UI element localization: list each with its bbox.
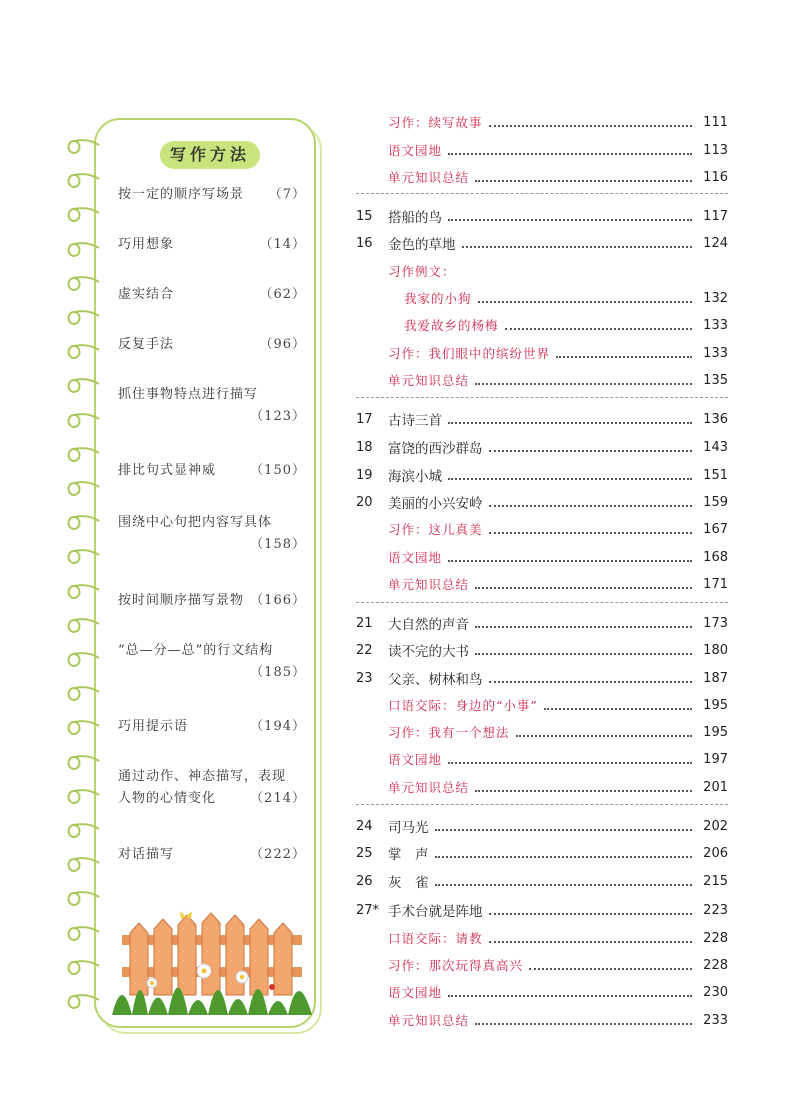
toc-page-number: 143: [703, 439, 728, 455]
toc-lesson-number: 24: [356, 818, 373, 834]
binder-ring-icon: [66, 583, 102, 601]
fence-illustration: [112, 905, 312, 1015]
writing-method-item: [118, 284, 306, 306]
method-title: 排比句式显神威: [118, 463, 217, 478]
toc-entry[interactable]: [356, 843, 728, 863]
toc-title: 古诗三首: [388, 413, 442, 429]
method-title: 按时间顺序描写景物: [118, 593, 245, 608]
method-page: （158）: [250, 537, 306, 552]
toc-lesson-number: 21: [356, 615, 373, 631]
toc-title: 搭船的鸟: [388, 210, 442, 226]
toc-entry[interactable]: [356, 343, 728, 363]
toc-entry[interactable]: [356, 112, 728, 132]
toc-lesson-number: 19: [356, 467, 373, 483]
toc-leader-dots: [435, 829, 693, 831]
toc-title: 语文园地: [388, 143, 443, 158]
toc-leader-dots: [489, 681, 693, 683]
binder-ring-icon: [66, 172, 102, 190]
toc-lesson-number: 25: [356, 845, 373, 861]
writing-method-item: [118, 184, 306, 206]
writing-method-item: [118, 460, 306, 482]
toc-page-number: 233: [703, 1012, 728, 1028]
toc-page-number: 136: [703, 411, 728, 427]
toc-entry[interactable]: [356, 315, 728, 335]
toc-entry[interactable]: [356, 613, 728, 633]
toc-leader-dots: [448, 219, 692, 221]
method-page: （150）: [250, 463, 306, 478]
binder-ring-icon: [66, 480, 102, 498]
toc-leader-dots: [475, 1023, 692, 1025]
toc-title: 美丽的小兴安岭: [388, 496, 483, 512]
method-title: 对话描写: [118, 847, 175, 862]
toc-leader-dots: [435, 884, 693, 886]
binder-ring-icon: [66, 548, 102, 566]
toc-page-number: 215: [703, 873, 728, 889]
binder-ring-icon: [66, 377, 102, 395]
toc-leader-dots: [448, 560, 692, 562]
toc-page-number: 168: [703, 549, 728, 565]
toc-entry[interactable]: [356, 437, 728, 457]
toc-page-number: 124: [703, 235, 728, 251]
writing-method-item: [118, 590, 306, 612]
toc-page-number: 230: [703, 984, 728, 1000]
binder-ring-icon: [66, 685, 102, 703]
toc-title: 海滨小城: [388, 469, 442, 485]
binder-ring-icon: [66, 514, 102, 532]
toc-entry[interactable]: [356, 574, 728, 594]
toc-entry[interactable]: [356, 465, 728, 485]
toc-leader-dots: [516, 735, 692, 737]
method-title: 通过动作、神态描写，表现: [118, 769, 287, 784]
toc-title: 大自然的声音: [388, 617, 469, 633]
toc-title: 手术台就是阵地: [388, 904, 483, 920]
toc-leader-dots: [435, 856, 693, 858]
toc-entry[interactable]: [356, 900, 728, 920]
toc-leader-dots: [489, 125, 692, 127]
toc-title: 习作：续写故事: [388, 115, 483, 130]
toc-page-number: 133: [703, 317, 728, 333]
toc-page-number: 167: [703, 521, 728, 537]
toc-title: 口语交际：身边的“小事”: [388, 698, 538, 713]
toc-title: 语文园地: [388, 550, 443, 565]
toc-title: 单元知识总结: [388, 1013, 470, 1028]
toc-entry[interactable]: [356, 955, 728, 975]
toc-leader-dots: [462, 246, 693, 248]
writing-method-item: [118, 334, 306, 356]
toc-page-number: 116: [703, 169, 728, 185]
section-divider: [356, 804, 728, 805]
toc-entry[interactable]: [356, 261, 728, 281]
writing-method-item: [118, 512, 306, 556]
method-title: “总—分—总”的行文结构: [118, 643, 274, 658]
binder-ring-icon: [66, 754, 102, 772]
writing-method-item: [118, 716, 306, 738]
method-title: 抓住事物特点进行描写: [118, 387, 259, 402]
toc-page-number: 159: [703, 494, 728, 510]
binder-ring-icon: [66, 309, 102, 327]
method-page: （14）: [259, 237, 306, 252]
binder-ring-icon: [66, 959, 102, 977]
toc-title: 习作：那次玩得真高兴: [388, 958, 524, 973]
method-page: （166）: [250, 593, 306, 608]
binder-ring-icon: [66, 651, 102, 669]
toc-entry[interactable]: [356, 816, 728, 836]
toc-page-number: 111: [703, 114, 728, 130]
toc-title: 我爱故乡的杨梅: [404, 318, 499, 333]
toc-entry[interactable]: [356, 1010, 728, 1030]
toc-page-number: 187: [703, 670, 728, 686]
writing-method-item: [118, 640, 306, 684]
toc-page-number: 206: [703, 845, 728, 861]
binder-ring-icon: [66, 788, 102, 806]
toc-page-number: 117: [703, 208, 728, 224]
toc-entry[interactable]: [356, 519, 728, 539]
toc-leader-dots: [489, 941, 692, 943]
toc-title: 父亲、树林和鸟: [388, 672, 483, 688]
toc-leader-dots: [489, 450, 693, 452]
toc-leader-dots: [529, 968, 692, 970]
binder-ring-icon: [66, 993, 102, 1011]
method-page: （185）: [250, 665, 306, 680]
toc-title: 语文园地: [388, 985, 443, 1000]
toc-page-number: 133: [703, 345, 728, 361]
toc-lesson-number: 17: [356, 411, 373, 427]
toc-lesson-number: 22: [356, 642, 373, 658]
binder-ring-icon: [66, 446, 102, 464]
toc-leader-dots: [448, 422, 692, 424]
method-title: 按一定的顺序写场景: [118, 187, 245, 202]
binder-ring-icon: [66, 412, 102, 430]
toc-lesson-number: 18: [356, 439, 373, 455]
binder-ring-icon: [66, 206, 102, 224]
method-page: （123）: [250, 409, 306, 424]
toc-entry[interactable]: [356, 777, 728, 797]
toc-title: 灰 雀: [388, 875, 429, 891]
toc-page-number: 195: [703, 724, 728, 740]
binder-ring-icon: [66, 822, 102, 840]
method-title: 虚实结合: [118, 287, 175, 302]
toc-leader-dots: [556, 356, 692, 358]
toc-leader-dots: [489, 913, 693, 915]
toc-page-number: 135: [703, 372, 728, 388]
toc-leader-dots: [448, 153, 692, 155]
binder-ring-icon: [66, 925, 102, 943]
toc-entry[interactable]: [356, 871, 728, 891]
toc-leader-dots: [475, 383, 692, 385]
writing-method-item: [118, 384, 306, 428]
toc-leader-dots: [448, 478, 692, 480]
toc-page-number: 197: [703, 751, 728, 767]
binder-ring-icon: [66, 138, 102, 156]
toc-page-number: 228: [703, 930, 728, 946]
section-divider: [356, 397, 728, 398]
toc-leader-dots: [475, 790, 692, 792]
toc-page-number: 113: [703, 142, 728, 158]
toc-title: 习作例文：: [388, 264, 456, 279]
toc-title: 掌 声: [388, 847, 429, 863]
toc-entry[interactable]: [356, 749, 728, 769]
toc-title: 富饶的西沙群岛: [388, 441, 483, 457]
toc-leader-dots: [475, 180, 692, 182]
toc-page-number: 202: [703, 818, 728, 834]
writing-method-item: [118, 844, 306, 866]
toc-entry[interactable]: [356, 982, 728, 1002]
toc-entry[interactable]: [356, 640, 728, 660]
toc-lesson-number: 23: [356, 670, 373, 686]
toc-entry[interactable]: [356, 695, 728, 715]
toc-lesson-number: 20: [356, 494, 373, 510]
methods-title: 写作方法: [160, 141, 260, 169]
section-divider: [356, 193, 728, 194]
toc-entry[interactable]: [356, 409, 728, 429]
toc-entry[interactable]: [356, 492, 728, 512]
toc-entry[interactable]: [356, 547, 728, 567]
toc-leader-dots: [448, 762, 692, 764]
toc-title: 口语交际：请教: [388, 931, 483, 946]
toc-lesson-number: 27*: [356, 902, 380, 918]
binder-ring-icon: [66, 856, 102, 874]
toc-leader-dots: [475, 653, 692, 655]
toc-page-number: 201: [703, 779, 728, 795]
toc-entry[interactable]: [356, 167, 728, 187]
toc-page-number: 173: [703, 615, 728, 631]
toc-title: 单元知识总结: [388, 373, 470, 388]
method-title: 人物的心情变化: [118, 791, 217, 806]
writing-method-item: [118, 766, 306, 810]
toc-entry[interactable]: [356, 668, 728, 688]
toc-leader-dots: [489, 505, 693, 507]
toc-entry[interactable]: [356, 233, 728, 253]
method-page: （194）: [250, 719, 306, 734]
toc-title: 单元知识总结: [388, 170, 470, 185]
toc-title: 我家的小狗: [404, 291, 472, 306]
toc-lesson-number: 16: [356, 235, 373, 251]
toc-entry[interactable]: [356, 206, 728, 226]
toc-leader-dots: [489, 532, 692, 534]
method-page: （62）: [259, 287, 306, 302]
section-divider: [356, 602, 728, 603]
toc-leader-dots: [478, 301, 692, 303]
binder-ring-icon: [66, 890, 102, 908]
toc-page-number: 132: [703, 290, 728, 306]
toc-page-number: 228: [703, 957, 728, 973]
toc-title: 语文园地: [388, 752, 443, 767]
method-title: 围绕中心句把内容写具体: [118, 515, 273, 530]
writing-method-item: [118, 234, 306, 256]
toc-lesson-number: 15: [356, 208, 373, 224]
method-title: 巧用提示语: [118, 719, 189, 734]
method-page: （96）: [259, 337, 306, 352]
toc-entry[interactable]: [356, 722, 728, 742]
toc-leader-dots: [448, 995, 692, 997]
toc-lesson-number: 26: [356, 873, 373, 889]
toc-title: 读不完的大书: [388, 644, 469, 660]
toc-page-number: 171: [703, 576, 728, 592]
toc-title: 习作：我有一个想法: [388, 725, 510, 740]
toc-title: 金色的草地: [388, 237, 456, 253]
toc-title: 习作：我们眼中的缤纷世界: [388, 346, 551, 361]
binder-ring-icon: [66, 343, 102, 361]
toc-leader-dots: [475, 626, 692, 628]
method-title: 巧用想象: [118, 237, 175, 252]
toc-title: 单元知识总结: [388, 577, 470, 592]
toc-page-number: 223: [703, 902, 728, 918]
method-page: （214）: [250, 791, 306, 806]
binder-ring-icon: [66, 617, 102, 635]
method-title: 反复手法: [118, 337, 175, 352]
toc-entry[interactable]: [356, 288, 728, 308]
binder-ring-icon: [66, 275, 102, 293]
toc-title: 单元知识总结: [388, 780, 470, 795]
toc-page-number: 195: [703, 697, 728, 713]
toc-entry[interactable]: [356, 370, 728, 390]
method-page: （222）: [250, 847, 306, 862]
binder-ring-icon: [66, 719, 102, 737]
method-page: （7）: [268, 187, 306, 202]
toc-leader-dots: [544, 708, 692, 710]
toc-page-number: 180: [703, 642, 728, 658]
toc-entry[interactable]: [356, 140, 728, 160]
ladybug-icon: [269, 984, 275, 990]
toc-title: 习作：这儿真美: [388, 522, 483, 537]
toc-title: 司马光: [388, 820, 429, 836]
toc-page-number: 151: [703, 467, 728, 483]
toc-entry[interactable]: [356, 928, 728, 948]
binder-ring-icon: [66, 241, 102, 259]
toc-leader-dots: [475, 587, 692, 589]
toc-leader-dots: [505, 328, 692, 330]
